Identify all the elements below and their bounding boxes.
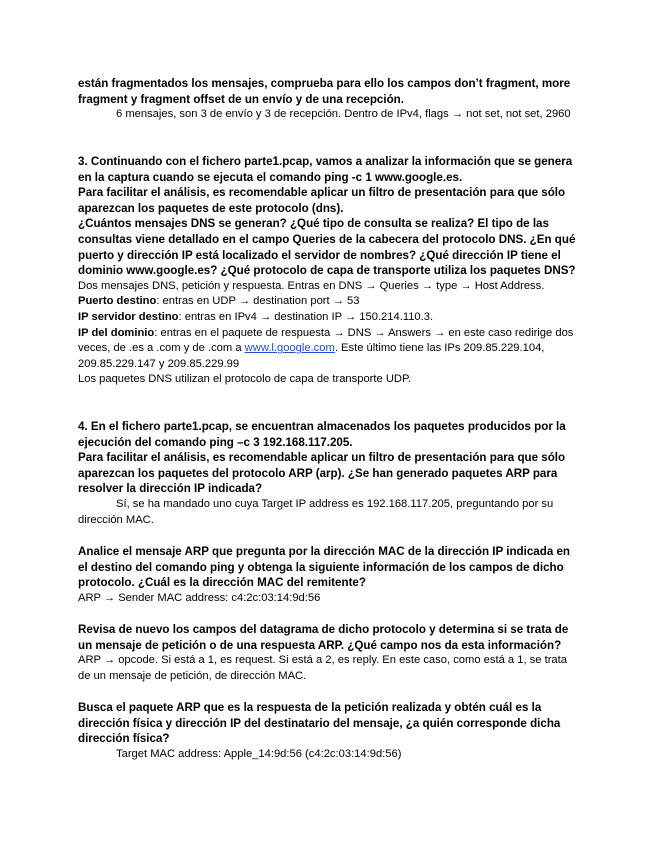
answer-transport: Los paquetes DNS utilizan el protocolo de capa de transporte UDP. (78, 373, 412, 386)
answer-dns-messages: Dos mensajes DNS, petición y respuesta. Entras en DNS → Queries → type → Host Address. (78, 279, 545, 292)
question-3-title: 3. Continuando con el fichero parte1.pcap, vamos a analizar la información que se genera en la captura cuando se ejecuta el comando ping -c 1 www.google.es. (78, 155, 573, 184)
arp-reply-section (78, 700, 578, 762)
question-4-filter: Para facilitar el análisis, es recomendable aplicar un filtro de presentación para que sólo aparezcan los paquetes del protocolo ARP (arp). ¿Se han generado paquetes ARP para resolver la dirección IP indicada? (78, 451, 566, 496)
answer-target-mac: Target MAC address: Apple_14:9d:56 (c4:2c:03:14:9d:56) (116, 747, 402, 760)
answer-sender-mac: ARP → Sender MAC address: c4:2c:03:14:9d:56 (78, 591, 321, 604)
question-3-details: ¿Cuántos mensajes DNS se generan? ¿Qué tipo de consulta se realiza? El tipo de las consultas viene detallado en el campo Queries de la cabecera del protocolo DNS. ¿En qué puerto y dirección IP está localizado el servidor de nombres? ¿Qué dirección IP tiene el dominio www.google.es? ¿Qué protocolo de capa de transporte utiliza los paquetes DNS? (78, 217, 576, 278)
answer-server-ip (78, 310, 578, 326)
question-3-filter: Para facilitar el análisis, es recomendable aplicar un filtro de presentación para que sólo aparezcan los paquetes de este protocolo (dns). (78, 186, 566, 215)
answer-domain-ip (78, 326, 578, 373)
domain-ip-label: IP del dominio (78, 326, 155, 339)
question-arp-reply: Busca el paquete ARP que es la respuesta de la petición realizada y obtén cuál es la dirección física y dirección IP del destinatario del mensaje, ¿a quién corresponde dicha dirección física? (78, 701, 561, 746)
answer-dest-port (78, 294, 578, 310)
arp-opcode-section (78, 622, 578, 684)
dns-section (78, 154, 578, 388)
arp-section (78, 419, 578, 528)
dest-port-text: : entras en UDP → destination port → 53 (156, 295, 360, 308)
arp-mac-section (78, 544, 578, 606)
server-ip-text: : entras en IPv4 → destination IP → 150.214.110.3. (178, 310, 434, 323)
dest-port-label: Puerto destino (78, 295, 157, 308)
question-arp-opcode: Revisa de nuevo los campos del datagrama de dicho protocolo y determina si se trata de un mensaje de petición o de una respuesta ARP. ¿Qué campo nos da esta información? (78, 623, 569, 652)
answer-opcode: ARP → opcode. Si está a 1, es request. Si está a 2, es reply. En este caso, como está a 1, se trata de un mensaje de petición, de dirección MAC. (78, 654, 567, 682)
google-link[interactable]: www.l.google.com (244, 342, 335, 355)
question-fragments: están fragmentados los mensajes, comprueba para ello los campos don’t fragment, more fragment y fragment offset de un envío y de una recepción. (78, 77, 571, 106)
question-4-title: 4. En el fichero parte1.pcap, se encuentran almacenados los paquetes producidos por la ejecución del comando ping –c 3 192.168.117.205. (78, 420, 566, 449)
answer-arp-generated: Sí, se ha mandado uno cuya Target IP address es 192.168.117.205, preguntando por su dirección MAC. (78, 497, 554, 526)
domain-ip-text: : entras en el paquete de respuesta → DNS → Answers → en este caso redirige dos veces, de .es a .com y de .com a (78, 326, 574, 355)
server-ip-label: IP servidor destino (78, 310, 179, 323)
question-arp-mac: Analice el mensaje ARP que pregunta por la dirección MAC de la dirección IP indicada en el destino del comando ping y obtenga la siguiente información de los campos de dicho protocolo. ¿Cuál es la dirección MAC del remitente? (78, 545, 571, 590)
domain-ip-list: . Este último tiene las IPs 209.85.229.104, 209.85.229.147 y 209.85.229.99 (78, 342, 545, 370)
answer-fragments: 6 mensajes, son 3 de envío y 3 de recepción. Dentro de IPv4, flags → not set, not set, 2960 (116, 108, 571, 121)
fragment-section (78, 76, 578, 123)
